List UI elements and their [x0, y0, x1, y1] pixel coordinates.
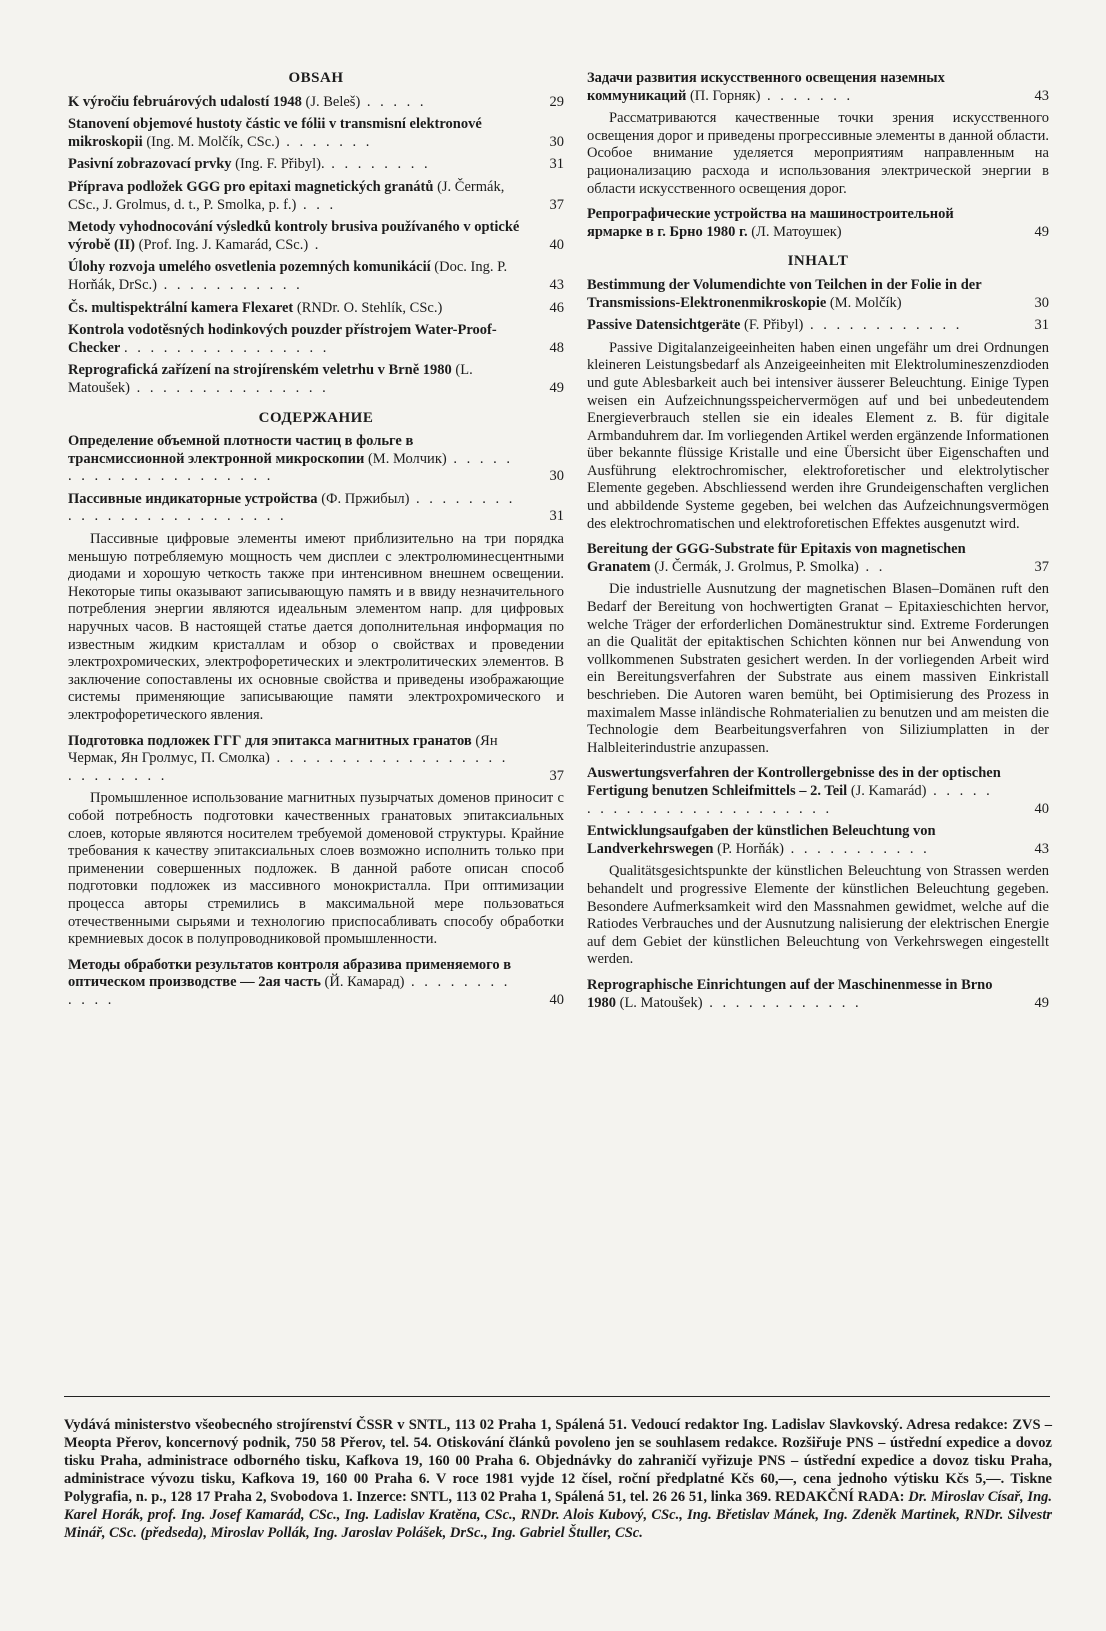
entry-abstract: Промышленное использование магнитных пузырчатых доменов приносит с собой потребность подготовки качественных гранатовых эпитаксиальных слоев, которые являются носителем требуемой доменовой структуры. Крайние требования к качеству эпитаксиальных слоев возможно исполнить только при применении совершенных подложек. В данной работе описан способ подготовки подложек из массивного монокристалла. При оптимизации процесса авторы стремились в максимальной мере пользоваться отечественными сырьями и технологию приспосабливать способу обработки кремниевых досок в полупроводниковой промышленности. — [68, 790, 564, 948]
entry-author: (Ing. F. Přibyl). — [235, 156, 325, 173]
entry-author: (Doc. Ing. P. Horňák, DrSc.) — [68, 259, 508, 293]
left-column — [68, 70, 564, 1015]
entry-page-number: 31 — [1034, 317, 1049, 334]
entry-title: Entwicklungsaufgaben der künstlichen Beleuchtung von Landverkehrswegen — [587, 823, 936, 857]
entry-author: (Prof. Ing. J. Kamarád, CSc.) — [138, 236, 309, 253]
entry-title: Bereitung der GGG-Substrate für Epitaxis von magnetischen Granatem — [587, 541, 966, 575]
entry-leader: . . . . . . . . . . . . . . . . . . . . . — [68, 450, 513, 485]
entry-title: Auswertungsverfahren der Kontrollergebnisse des in der optischen Fertigung benutzen Schleifmittels – 2. Teil — [587, 765, 1001, 799]
entry-abstract: Пассивные цифровые элементы имеют приблизительно на три порядка меньшую потребляемую мощность чем дисплеи с электролюминесцентными диодами и хорошую четкость также при интенсивном внешнем освещении. Некоторые типы оказывают записывающую память и в ввиду незначительного потребления энергии являются идеальным элементом напр. для цифровых наручных часов. В настоящей статье дается дополнительная информация по известным жидким кристаллам и обзор о свойствах и проведении электрохромических, электрофоретических и электролитических элементов. В заключение сопоставлены их основные свойства и приведены изображающие системы применяющие записывающие памяти электрохромического и электрофоретического явления. — [68, 531, 564, 723]
entry-title: Reprographische Einrichtungen auf der Maschinenmesse in Brno 1980 — [587, 976, 993, 1011]
entry-title: Příprava podložek GGG pro epitaxi magnetických granátů — [68, 178, 434, 195]
entry-page-number: 48 — [549, 339, 564, 356]
toc-entry — [587, 541, 1049, 576]
toc-entry — [587, 977, 1049, 1012]
entry-title: Čs. multispektrální kamera Flexaret — [68, 299, 294, 316]
entry-title: Úlohy rozvoja umelého osvetlenia pozemných komunikácií — [68, 259, 431, 276]
entry-leader: . . . . . . . . . . . . — [68, 974, 511, 1008]
entry-leader: . . . — [296, 196, 337, 213]
entry-leader: . . . . . . . . . . . . . . . — [130, 379, 329, 396]
entry-title: Pasivní zobrazovací prvky — [68, 156, 232, 173]
entry-page-number: 43 — [549, 276, 564, 293]
entry-abstract: Passive Digitalanzeigeeinheiten haben einen ungefähr um drei Ordnungen kleineren Leistungsbedarf als Anzeigeeinheiten mit Elektrolumineszenzdioden und gute Ablesbarkeit auch bei intensiver äusserer Beleuchtung. Einige Typen weisen ein Aufzeichnungsspeichervermögen auf und bei unbedeutendem Energieverbrauch stellen sie ein ideales Element z. B. für digitale Armbanduhrem dar. Im vorliegenden Artikel werden ergänzende Informationen über bekannte flüssige Kristalle und eine Übersicht über Eigenschaften und Ausführung elektrochromischer, elektroforetischer und elektrolytischer Elemente gegeben. Abschliessend werden ihre Grundeigenschaften verglichen und abbildende Systeme gegeben, bei welchen das Aufzeichnungsvermögen des elektrochromatischen und elektroforetischen Effektes ausgenutzt wird. — [587, 339, 1049, 532]
toc-entry — [68, 433, 564, 486]
toc-entry — [68, 219, 564, 254]
entry-title: Задачи развития искусственного освещения наземных коммуникаций — [587, 70, 945, 104]
entry-title: Kontrola vodotěsných hodinkových pouzder přístrojem Water-Proof-Checker — [68, 322, 497, 356]
entry-page-number: 30 — [549, 133, 564, 150]
toc-entry — [68, 259, 564, 294]
entry-page-number: 43 — [1034, 87, 1049, 104]
toc-entry — [68, 94, 564, 112]
entry-page-number: 49 — [1034, 223, 1049, 240]
entry-title: Metody vyhodnocování výsledků kontroly brusiva používaného v optické výrobě (II) — [68, 219, 520, 253]
entry-page-number: 43 — [1034, 840, 1049, 857]
editorial-board-members: Dr. Miroslav Císař, Ing. Karel Horák, prof. Ing. Josef Kamarád, CSc., Ing. Ladislav Kratěna, CSc., RNDr. Alois Kubový, CSc., Ing. Břetislav Mánek, Ing. Zdeněk Martinek, RNDr. Silvestr Minář, CSc. (předseda), Miroslav Pollák, Ing. Jaroslav Polášek, DrSc., Ing. Gabriel Štuller, CSc. — [64, 1489, 1053, 1541]
entry-author: (П. Горняк) — [689, 87, 761, 104]
entry-author: (L. Matoušek) — [619, 994, 703, 1011]
entry-page-number: 40 — [549, 991, 564, 1008]
entry-abstract: Qualitätsgesichtspunkte der künstlichen Beleuchtung von Strassen werden behandelt und progressive Elemente der künstlichen Beleuchtung gegeben. Besondere Aufmerksamkeit wird den Massnahmen gewidmet, welche auf die Ratiodes Verbrauches und der Ausnutzung nalisierung der elektrischen Energie auf dem Gebiet der künstlichen Beleuchtung von Verkehrswegen eingestellt werden. — [587, 863, 1049, 968]
entry-author: (J. Kamarád) — [850, 782, 927, 799]
entry-author: (J. Beleš) — [305, 93, 361, 110]
toc-entry — [587, 206, 1049, 241]
obsah-list — [68, 94, 564, 398]
entry-leader: . . . . . . . . . . . . . . . . . . . . . . . . — [587, 782, 993, 817]
entry-page-number: 31 — [549, 156, 564, 173]
right-column — [587, 70, 1049, 1017]
entry-leader: . . . . . . . . . . . . . . . . . . . . . . . . . . — [68, 750, 509, 784]
toc-entry — [587, 70, 1049, 105]
entry-title: Репрографические устройства на машиностроительной ярмарке в г. Брно 1980 г. — [587, 206, 954, 240]
entry-page-number: 40 — [1034, 800, 1049, 817]
entry-page-number: 30 — [549, 468, 564, 485]
entry-page-number: 37 — [1034, 558, 1049, 575]
entry-leader: . . . . . . . . . . . . — [803, 317, 963, 334]
toc-entry — [68, 362, 564, 397]
toc-entry — [68, 300, 564, 318]
toc-entry — [587, 765, 1049, 818]
entry-title: Stanovení objemové hustoty částic ve fólii v transmisní elektronové mikroskopii — [68, 116, 482, 150]
toc-entry — [587, 823, 1049, 858]
entry-page-number: 37 — [549, 767, 564, 784]
entry-author: (P. Horňák) — [717, 840, 784, 857]
footer-divider — [64, 1396, 1050, 1397]
toc-entry — [587, 277, 1049, 312]
entry-page-number: 30 — [1034, 294, 1049, 311]
entry-leader: . — [308, 236, 322, 253]
entry-page-number: 31 — [549, 508, 564, 525]
imprint — [64, 1416, 1052, 1542]
entry-author: (Ф. Пржибыл) — [321, 490, 410, 507]
entry-author: (Ян Чермак, Ян Гролмус, П. Смолка) — [68, 732, 498, 767]
entry-page-number: 46 — [549, 299, 564, 316]
entry-title: Bestimmung der Volumendichte von Teilchen in der Folie in der Transmissions-Elektronenmikroskopie — [587, 276, 982, 311]
entry-author: (М. Молчик) — [367, 450, 447, 467]
inhalt-heading: INHALT — [787, 253, 849, 270]
entry-title: Подготовка подложек ГГГ для эпитакса магнитных гранатов — [68, 732, 472, 749]
entry-author: (L. Matoušek) — [68, 362, 473, 396]
soderzhanie-heading: СОДЕРЖАНИЕ — [258, 409, 374, 426]
entry-title: Определение объемной плотности частиц в фольге в трансмиссионной электронной микроскопии — [68, 433, 414, 467]
entry-author: (Й. Камарад) — [324, 974, 405, 991]
toc-entry — [68, 179, 564, 214]
toc-entry — [68, 733, 564, 786]
entry-page-number: 40 — [549, 236, 564, 253]
entry-title: Пассивные индикаторные устройства — [68, 490, 318, 507]
entry-leader: . . . . . . . — [760, 87, 854, 104]
entry-page-number: 49 — [1034, 994, 1049, 1011]
entry-page-number: 29 — [549, 93, 564, 110]
entry-page-number: 49 — [549, 379, 564, 396]
entry-abstract: Die industrielle Ausnutzung der magnetischen Blasen–Domänen ruft den Bedarf der Bereitung von hochwertigten Granat – Epitaxieschichten hervor, welche Träger der erforderlichen Domänestruktur sind. Extreme Forderungen an die Qualität der epitaktischen Schichten können nur bei Anwendung von vollkommenen Substraten gesichert werden. In der vorliegenden Arbeit wird ein Bereitungsverfahren der Substrate aus einem massiven Einkristall beschrieben. Die Autoren waren bemüht, bei Optimisierung des Prozess in maximalem Masse inländische Rohmaterialien zu benutzen und am meisten die Technologie dem Bearbeitungsverfahren von Siliziumplatten in der Halbleiterindustrie anzupassen. — [587, 581, 1049, 756]
entry-author: (J. Čermák, CSc., J. Grolmus, d. t., P. Smolka, p. f.) — [68, 178, 505, 213]
entry-author: (RNDr. O. Stehlík, CSc.) — [296, 299, 443, 316]
entry-leader: . . . . . . . . . . . — [783, 840, 930, 857]
entry-title: Reprografická zařízení na strojírenském veletrhu v Brně 1980 — [68, 362, 452, 379]
toc-entry — [68, 116, 564, 151]
entry-page-number: 37 — [549, 196, 564, 213]
entry-author: (Л. Матоушек) — [751, 223, 842, 240]
entry-leader: . . . . . . . . . . . . — [702, 994, 862, 1011]
entry-title: Passive Datensichtgeräte — [587, 317, 741, 334]
right-top-list — [587, 70, 1049, 241]
entry-author: (F. Přibyl) — [744, 317, 804, 334]
entry-leader: . . . . . . . . . . . . . . . . — [123, 339, 330, 356]
imprint-text: Vydává ministerstvo všeobecného strojírenství ČSSR v SNTL, 113 02 Praha 1, Spálená 51. Vedoucí redaktor Ing. Ladislav Slavkovský. Adresa redakce: ZVS – Meopta Přerov, koncernový podnik, 750 58 Přerov, tel. 54. Otiskování článků povoleno jen se souhlasem redakce. Rozšiřuje PNS – ústřední expedice a dovoz tisku Praha, administrace odborného tisku, Kafkova 19, 160 00 Praha 6. Objednávky do zahraničí vyřizuje PNS – ústřední expedice a dovoz tisku Praha, administrace vývozu tisku, Kafkova 19, 160 00 Praha 6. V roce 1981 vyjde 12 čísel, roční předplatné Kčs 60,—, cena jednoho výtisku Kčs 5,—. Tiskne Polygrafia, n. p., 128 17 Praha 2, Svobodova 1. Inzerce: SNTL, 113 02 Praha 1, Spálená 51, tel. 26 26 51, linka 369. — [64, 1417, 1052, 1505]
entry-leader: . . . . . — [360, 93, 427, 110]
toc-entry — [587, 317, 1049, 335]
toc-entry — [68, 491, 564, 526]
toc-entry — [68, 957, 564, 1010]
soderzhanie-list — [68, 433, 564, 1009]
entry-title: K výročiu februárových udalostí 1948 — [68, 93, 302, 110]
entry-title: Методы обработки результатов контроля абразива применяемого в оптическом производстве — 2ая часть — [68, 956, 512, 991]
entry-leader: . . . . . . . . — [324, 156, 431, 173]
entry-abstract: Рассматриваются качественные точки зрения искусственного освещения дорог и приведены прогрессивные элементы в данной области. Особое внимание уделяется мероприятиям направленным на рационализацию расхода и использования электрической энергии в области искусственного освещения дорог. — [587, 110, 1049, 197]
inhalt-list — [587, 277, 1049, 1012]
entry-author: (M. Molčík) — [829, 294, 902, 311]
toc-entry — [68, 322, 564, 357]
entry-leader: . . — [858, 558, 886, 575]
entry-leader: . . . . . . . . . . . — [157, 276, 303, 293]
entry-leader: . . . . . . . — [279, 133, 373, 150]
toc-entry — [68, 156, 564, 174]
obsah-heading: OBSAH — [288, 70, 344, 86]
entry-leader: . . . . . . . . . . . . . . . . . . . . . . . . . — [68, 490, 516, 525]
entry-author: (J. Čermák, J. Grolmus, P. Smolka) — [654, 558, 859, 575]
entry-author: (Ing. M. Molčík, CSc.) — [146, 133, 280, 150]
editorial-board-label: REDAKČNÍ RADA: — [775, 1489, 905, 1505]
